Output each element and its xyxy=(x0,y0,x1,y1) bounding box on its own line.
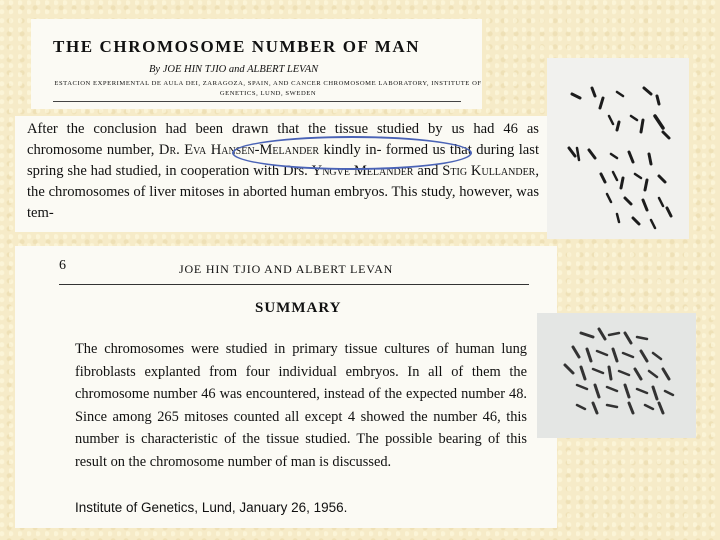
intro-paragraph xyxy=(27,119,539,224)
summary-clipping xyxy=(15,246,557,528)
affiliation: ESTACION EXPERIMENTAL DE AULA DEI, ZARAGOZA, SPAIN, AND CANCER CHROMOSOME LABORATORY, INSTITUTE OF GENETICS, LUND, SWEDEN xyxy=(54,80,482,97)
para-line-1: After the conclusion had been drawn that the tissue studied by us had xyxy=(27,121,495,137)
title-rule xyxy=(53,101,461,102)
header-rule xyxy=(59,284,529,285)
para-line-2b: kindly in- xyxy=(323,142,382,158)
para-line-4c: , the chromosomes of liver xyxy=(27,163,540,200)
byline: By JOE HIN TJIO and ALBERT LEVAN xyxy=(149,64,319,75)
summary-heading: SUMMARY xyxy=(255,300,342,316)
highlighted-name: Dr. Eva Hansen-Melander xyxy=(158,142,320,158)
micrograph-bottom-image xyxy=(537,313,696,438)
para-line-3: formed us that during last spring she had studied, in cooperation with xyxy=(27,142,540,179)
running-head: JOE HIN TJIO AND ALBERT LEVAN xyxy=(179,262,394,276)
chromosome-micrograph-bottom xyxy=(537,313,696,438)
para-line-4a: Drs. xyxy=(283,163,308,179)
name-kullander: Stig Kullander xyxy=(442,163,536,179)
summary-body: The chromosomes were studied in primary tissue cultures of human lung fibroblasts explanted from four individual embryos. In all of them the chromosome number 46 was encountered, instead of the expected number 48. Since among 265 mitoses counted all except 4 showed the number 46, this number is characteristic of the tissue studied. The possible bearing of this result on the chromosome number of man is discussed. xyxy=(75,341,527,470)
chromosome-micrograph-top xyxy=(547,58,689,239)
para-line-4b: and xyxy=(417,163,439,179)
micrograph-top-image xyxy=(547,58,689,239)
page-number: 6 xyxy=(59,258,66,273)
paragraph-clipping xyxy=(15,116,550,232)
para-line-5: mitoses in aborted human embryos. This study, however, was tem- xyxy=(27,184,540,221)
name-melander: Yngve Melander xyxy=(311,163,414,179)
paper-title: THE CHROMOSOME NUMBER OF MAN xyxy=(53,37,421,56)
title-clipping xyxy=(31,19,482,109)
highlight-oval xyxy=(232,136,472,170)
para-line-2a: 46 as chromosome number, xyxy=(27,121,539,158)
signoff: Institute of Genetics, Lund, January 26, 1956. xyxy=(75,500,348,515)
